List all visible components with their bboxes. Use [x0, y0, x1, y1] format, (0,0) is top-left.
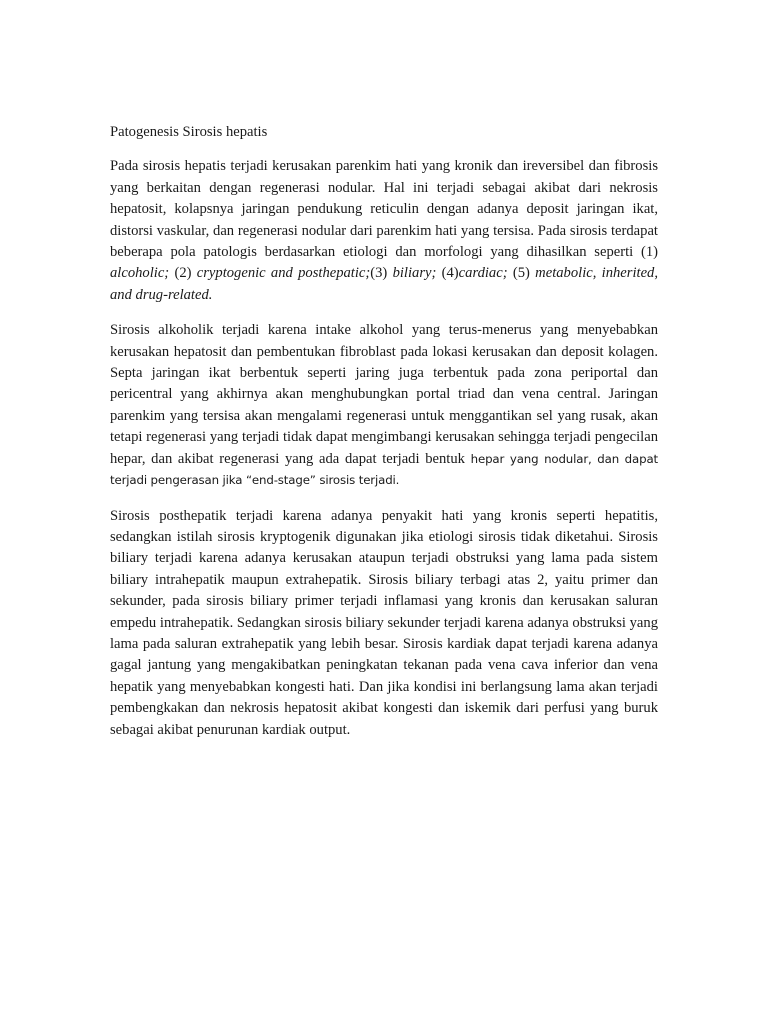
p1-text-3: (3) [370, 265, 393, 282]
document-title: Patogenesis Sirosis hepatis [110, 124, 268, 140]
p1-italic-cardiac: cardiac; [458, 265, 508, 282]
p2-text-1: Sirosis alkoholik terjadi karena intake alkohol yang terus-menerus yang menyebabkan kerusakan hepatosit dan pembentukan fibroblast pada lokasi kerusakan dan deposit kolagen. Septa jaringan ikat berbentuk seperti jaring juga terbentuk pada zona periportal dan pericentral yang akhirnya akan menghubungkan portal triad dan vena central. Jaringan parenkim yang tersisa akan mengalami regenerasi untuk menggantikan sel yang rusak, akan tetapi regenerasi yang terjadi tidak dapat mengimbangi kerusakan sehingga terjadi pengecilan hepar, dan akibat regenerasi yang ada dapat terjadi bentuk [110, 322, 658, 467]
p2-condensed-text: hepar yang nodular, dan dapat terjadi pengerasan jika “end-stage” sirosis terjadi. [110, 451, 658, 488]
p1-text-5: (5) [507, 265, 536, 282]
p1-italic-cryptogenic: cryptogenic and posthepatic; [196, 265, 371, 282]
paragraph-2 [110, 320, 658, 491]
paragraph-1 [110, 156, 658, 306]
p1-italic-biliary: biliary; [392, 265, 437, 282]
p1-text-4: (4) [436, 265, 459, 282]
document-page [110, 122, 658, 755]
p1-text-1: Pada sirosis hepatis terjadi kerusakan parenkim hati yang kronik dan ireversibel dan fibrosis yang berkaitan dengan regenerasi nodular. Hal ini terjadi sebagai akibat dari nekrosis hepatosit, kolapsnya jaringan pendukung reticulin dengan adanya deposit jaringan ikat, distorsi vaskular, dan regenerasi nodular dari parenkim hati yang tersisa. Pada sirosis terdapat beberapa pola patologis berdasarkan etiologi dan morfologi yang dihasilkan seperti (1) [110, 158, 658, 261]
paragraph-3: Sirosis posthepatik terjadi karena adanya penyakit hati yang kronis seperti hepatitis, sedangkan istilah sirosis kryptogenik digunakan jika etiologi sirosis tidak diketahui. Sirosis biliary terjadi karena adanya kerusakan ataupun terjadi obstruksi yang lama pada sistem biliary intrahepatik maupun extrahepatik. Sirosis biliary terbagi atas 2, yaitu primer dan sekunder, pada sirosis biliary primer terjadi inflamasi yang kronis dan kerusakan saluran empedu intrahepatik. Sedangkan sirosis biliary sekunder terjadi karena adanya obstruksi yang lama pada saluran extrahepatik yang lebih besar. Sirosis kardiak dapat terjadi karena adanya gagal jantung yang mengakibatkan peningkatan tekanan pada vena cava inferior dan vena hepatik yang menyebabkan kongesti hati. Dan jika kondisi ini berlangsung lama akan terjadi pembengkakan dan nekrosis hepatosit akibat kongesti dan iskemik dari perfusi yang buruk sebagai akibat penurunan kardiak output. [110, 507, 658, 738]
p1-text-2: (2) [169, 265, 197, 282]
p1-italic-metabolic: metabolic, inherited, and drug-related. [110, 265, 658, 303]
p1-italic-alcoholic: alcoholic; [110, 265, 170, 282]
